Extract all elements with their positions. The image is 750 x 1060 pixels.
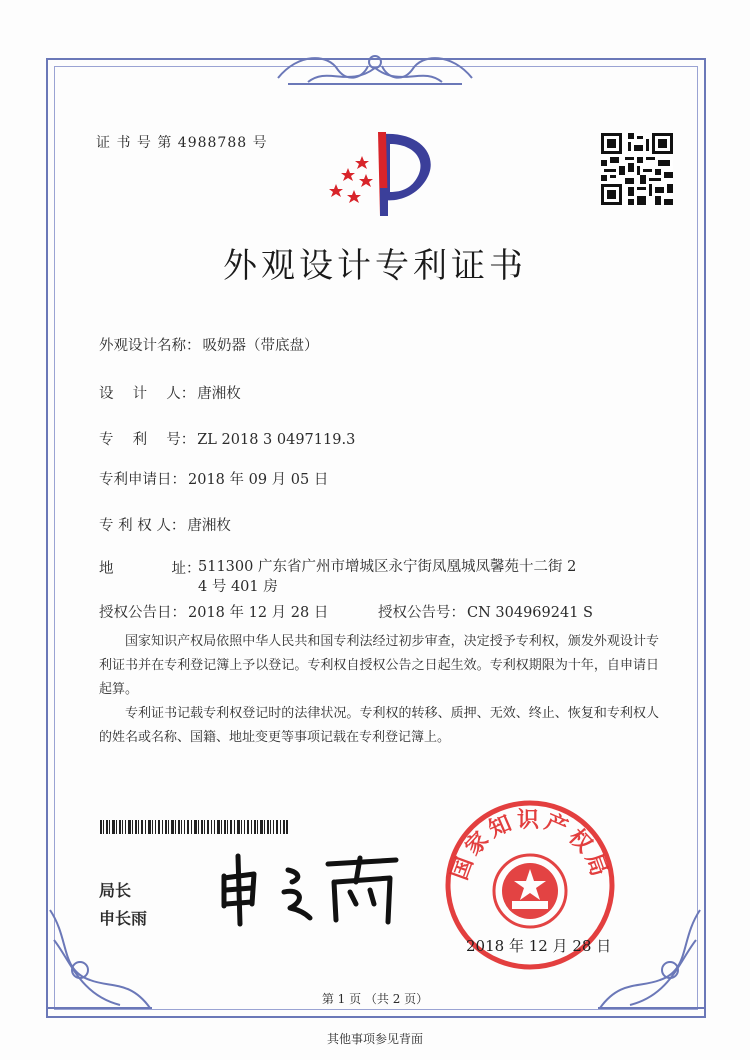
field-label: 专 利 权 人： bbox=[99, 518, 186, 534]
field-label: 设 计 人： bbox=[99, 386, 196, 402]
field-label: 专利申请日： bbox=[99, 472, 186, 488]
field-value: ZL 2018 3 0497119.3 bbox=[197, 432, 356, 448]
field-address-label bbox=[99, 557, 201, 578]
page-indicator: 第 1 页 （共 2 页） bbox=[321, 992, 429, 1006]
paragraph-legal-status: 专利证书记载专利权登记时的法律状况。专利权的转移、质押、无效、终止、恢复和专利权人的姓名或名称、国籍、地址变更等事项记载在专利登记簿上。 bbox=[99, 706, 659, 745]
field-label: 授权公告日： bbox=[99, 605, 186, 621]
field-grant-date bbox=[99, 601, 328, 622]
certificate-title: 外观设计专利证书 bbox=[223, 246, 527, 286]
field-patentee bbox=[99, 514, 231, 535]
field-patent-number bbox=[99, 428, 355, 449]
director-signature bbox=[210, 848, 410, 928]
field-address-value: 511300 广东省广州市增城区永宁街凤凰城凤馨苑十二街 2 4 号 401 房 bbox=[198, 559, 577, 595]
qr-code bbox=[601, 133, 673, 205]
field-design-name bbox=[99, 334, 319, 355]
footer-note: 其他事项参见背面 bbox=[326, 1032, 423, 1046]
field-value: 唐湘枚 bbox=[187, 518, 231, 534]
field-grant-number bbox=[378, 601, 593, 622]
seal-date: 2018 年 12 月 28 日 bbox=[466, 937, 612, 955]
field-value: CN 304969241 S bbox=[467, 605, 593, 621]
seal-text: 国家知识产权局 bbox=[447, 808, 613, 884]
certificate-number: 证 书 号 第 4988788 号 bbox=[96, 135, 268, 151]
field-designer bbox=[99, 382, 241, 403]
director-title: 局长 bbox=[99, 881, 132, 900]
director-name: 申长雨 bbox=[99, 909, 148, 928]
field-label: 外观设计名称： bbox=[99, 338, 201, 354]
top-ornament bbox=[268, 48, 482, 90]
patent-office-logo bbox=[322, 128, 438, 220]
field-label: 地 址： bbox=[99, 561, 201, 577]
barcode bbox=[100, 820, 288, 834]
field-label: 授权公告号： bbox=[378, 605, 465, 621]
field-label: 专 利 号： bbox=[99, 432, 196, 448]
field-value: 2018 年 09 月 05 日 bbox=[188, 472, 329, 488]
field-value: 2018 年 12 月 28 日 bbox=[188, 605, 329, 621]
paragraph-grant-statement: 国家知识产权局依照中华人民共和国专利法经过初步审查，决定授予专利权，颁发外观设计专利证书并在专利登记簿上予以登记。专利权自授权公告之日起生效。专利权期限为十年，自申请日起算。 bbox=[99, 634, 659, 697]
field-filing-date bbox=[99, 468, 328, 489]
field-value: 吸奶器（带底盘） bbox=[202, 338, 319, 354]
field-value: 唐湘枚 bbox=[197, 386, 241, 402]
